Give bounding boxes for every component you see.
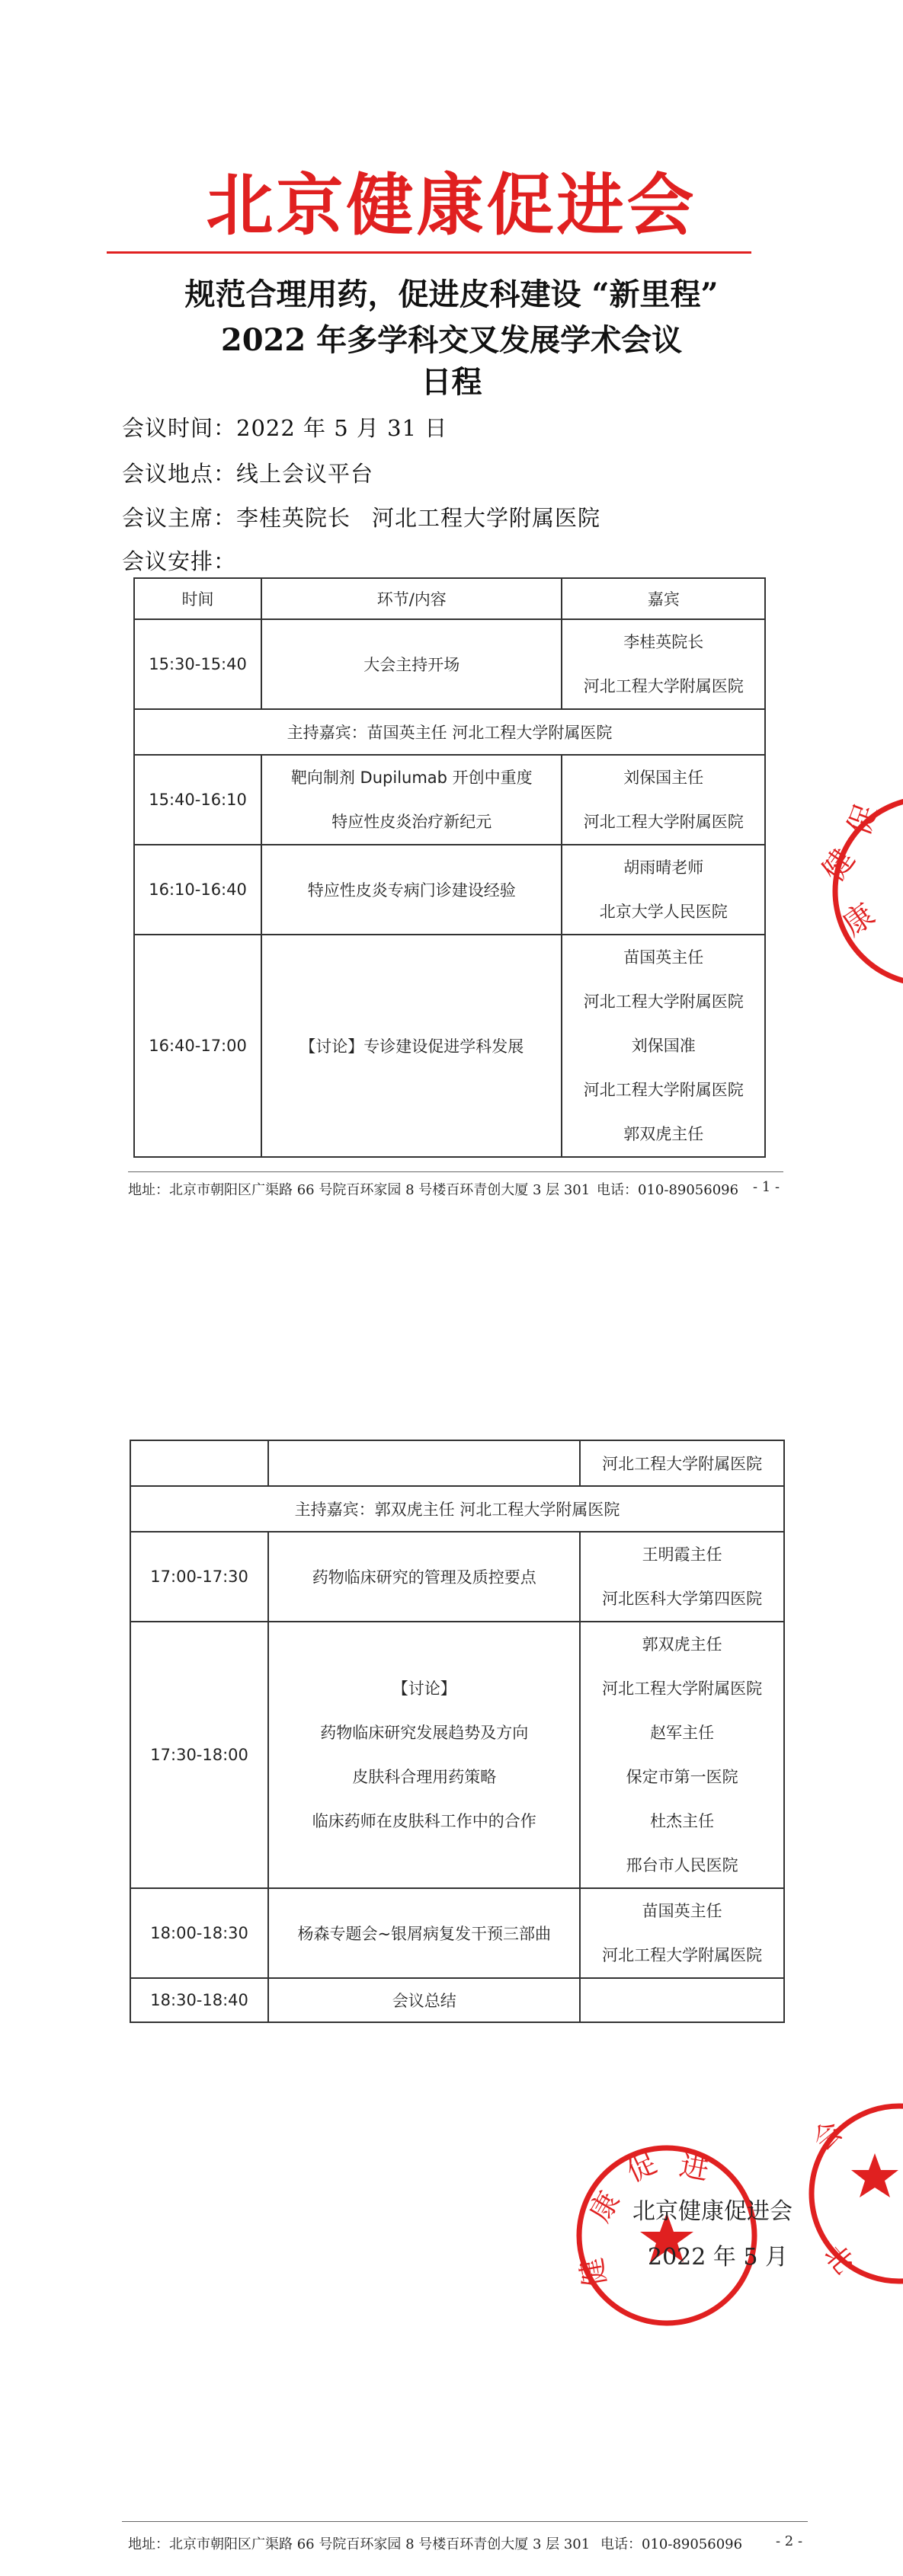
guest-name: 苗国英主任 [642, 1902, 722, 1920]
table-row [134, 755, 765, 845]
meeting-arrangement-label: 会议安排： [122, 548, 237, 574]
svg-text:会: 会 [807, 2115, 849, 2157]
schedule-table-1 [133, 577, 766, 1158]
table-row [130, 1440, 784, 1486]
event-title-line-3: 日程 [421, 364, 482, 400]
header-guest: 嘉宾 [562, 578, 765, 619]
meeting-chair-hospital: 河北工程大学附属医院 [372, 505, 601, 531]
event-title-line-2: 2022 年多学科交叉发展学术会议 [220, 322, 683, 358]
row-time: 17:30-18:00 [130, 1622, 268, 1888]
svg-text:健: 健 [574, 2255, 613, 2290]
table-row [134, 619, 765, 709]
page-number: - 2 - [776, 2533, 803, 2549]
guest-name: 杜杰主任 [650, 1812, 715, 1830]
host-row [130, 1486, 784, 1532]
guest-name: 郭双虎主任 [642, 1635, 722, 1654]
header-content: 环节/内容 [261, 578, 562, 619]
guest-hospital: 北京大学人民医院 [599, 903, 728, 921]
host-row [134, 709, 765, 755]
footer-address: 地址：北京市朝阳区广渠路 66 号院百环家园 8 号楼百环青创大厦 3 层 301 [128, 2536, 591, 2552]
row-time: 18:00-18:30 [130, 1888, 268, 1978]
row-content: 杨森专题会~银屑病复发干预三部曲 [268, 1888, 580, 1978]
content-line: 靶向制剂 Dupilumab 开创中重度 [290, 769, 533, 787]
guest-hospital: 河北医科大学第四医院 [602, 1590, 763, 1608]
footer-divider [128, 1171, 783, 1172]
table-row [130, 1532, 784, 1622]
header-divider [107, 251, 751, 254]
host-info: 主持嘉宾：苗国英主任 河北工程大学附属医院 [134, 709, 765, 755]
guest-name: 刘保国主任 [623, 769, 704, 787]
signature-date: 2022 年 5 月 [648, 2244, 789, 2271]
schedule-table-2 [130, 1440, 785, 2023]
seal-stamp-icon [572, 2140, 762, 2331]
row-guests [562, 619, 765, 709]
row-guests [580, 1888, 784, 1978]
svg-text:康: 康 [836, 896, 882, 944]
guest-hospital: 河北工程大学附属医院 [583, 992, 744, 1011]
svg-text:促: 促 [621, 2146, 662, 2189]
content-line: 临床药师在皮肤科工作中的合作 [312, 1812, 536, 1830]
row-time [130, 1440, 268, 1486]
guest-name: 苗国英主任 [623, 948, 704, 967]
content-line: 特应性皮炎治疗新纪元 [331, 813, 492, 831]
guest-name: 刘保国准 [631, 1037, 696, 1055]
row-time: 17:00-17:30 [130, 1532, 268, 1622]
seal-stamp-icon [815, 792, 903, 990]
row-content: 药物临床研究的管理及质控要点 [268, 1532, 580, 1622]
row-time: 18:30-18:40 [130, 1978, 268, 2022]
footer-address: 地址：北京市朝阳区广渠路 66 号院百环家园 8 号楼百环青创大厦 3 层 301 [128, 1182, 591, 1198]
signature-organization: 北京健康促进会 [632, 2198, 793, 2225]
row-guests [580, 1532, 784, 1622]
guest-hospital: 河北工程大学附属医院 [583, 813, 744, 831]
table-row [134, 845, 765, 935]
seal-stamp-icon [800, 2098, 903, 2289]
table-row [130, 1978, 784, 2022]
table-row [134, 935, 765, 1157]
event-title-line-1: 规范合理用药，促进皮科建设 “新里程” [184, 276, 719, 312]
svg-text:促: 促 [841, 800, 885, 841]
guest-name: 赵军主任 [650, 1724, 715, 1742]
row-guests [562, 755, 765, 845]
meeting-time: 会议时间：2022 年 5 月 31 日 [122, 415, 448, 441]
row-time: 16:10-16:40 [134, 845, 261, 935]
row-guests [562, 935, 765, 1157]
footer-divider [122, 2521, 808, 2522]
table-row [130, 1622, 784, 1888]
guest-hospital: 保定市第一医院 [626, 1768, 738, 1786]
guest-name: 王明霞主任 [642, 1545, 722, 1564]
content-line: 【讨论】 [392, 1680, 456, 1698]
row-time: 15:40-16:10 [134, 755, 261, 845]
table-header-row [134, 578, 765, 619]
row-content [268, 1622, 580, 1888]
svg-text:进: 进 [677, 2148, 712, 2187]
row-content [261, 755, 562, 845]
footer-phone: 电话：010-89056096 [597, 1182, 739, 1198]
guest-hospital: 河北工程大学附属医院 [602, 1946, 763, 1964]
guest-hospital: 河北工程大学附属医院 [602, 1680, 763, 1698]
guest-name: 郭双虎主任 [623, 1125, 704, 1143]
row-guests [580, 1978, 784, 2022]
content-line: 药物临床研究发展趋势及方向 [320, 1724, 529, 1742]
guest-name: 李桂英院长 [623, 633, 704, 651]
table-row [130, 1888, 784, 1978]
row-content: 【讨论】专诊建设促进学科发展 [261, 935, 562, 1157]
svg-text:北: 北 [818, 2239, 860, 2280]
row-guests [562, 845, 765, 935]
organization-title: 北京健康促进会 [206, 166, 697, 244]
meeting-chair-name: 会议主席：李桂英院长 [122, 505, 351, 531]
row-time: 16:40-17:00 [134, 935, 261, 1157]
guest-hospital: 河北工程大学附属医院 [583, 1081, 744, 1099]
svg-text:健: 健 [815, 842, 863, 888]
guest-hospital: 邢台市人民医院 [626, 1856, 738, 1874]
row-content: 特应性皮炎专病门诊建设经验 [261, 845, 562, 935]
guest-name: 胡雨晴老师 [623, 858, 704, 877]
host-info: 主持嘉宾：郭双虎主任 河北工程大学附属医院 [130, 1486, 784, 1532]
row-guests [580, 1622, 784, 1888]
footer-phone: 电话：010-89056096 [600, 2536, 743, 2552]
guest-hospital: 河北工程大学附属医院 [583, 677, 744, 695]
header-time: 时间 [134, 578, 261, 619]
row-content: 大会主持开场 [261, 619, 562, 709]
page-number: - 1 - [753, 1179, 780, 1195]
meeting-location: 会议地点：线上会议平台 [122, 461, 374, 487]
document-page-1 [0, 0, 903, 1219]
row-content: 会议总结 [268, 1978, 580, 2022]
row-time: 15:30-15:40 [134, 619, 261, 709]
guest-hospital: 河北工程大学附属医院 [580, 1440, 784, 1486]
meeting-chair [122, 501, 600, 532]
content-line: 皮肤科合理用药策略 [352, 1768, 497, 1786]
row-content [268, 1440, 580, 1486]
svg-text:康: 康 [582, 2185, 626, 2228]
